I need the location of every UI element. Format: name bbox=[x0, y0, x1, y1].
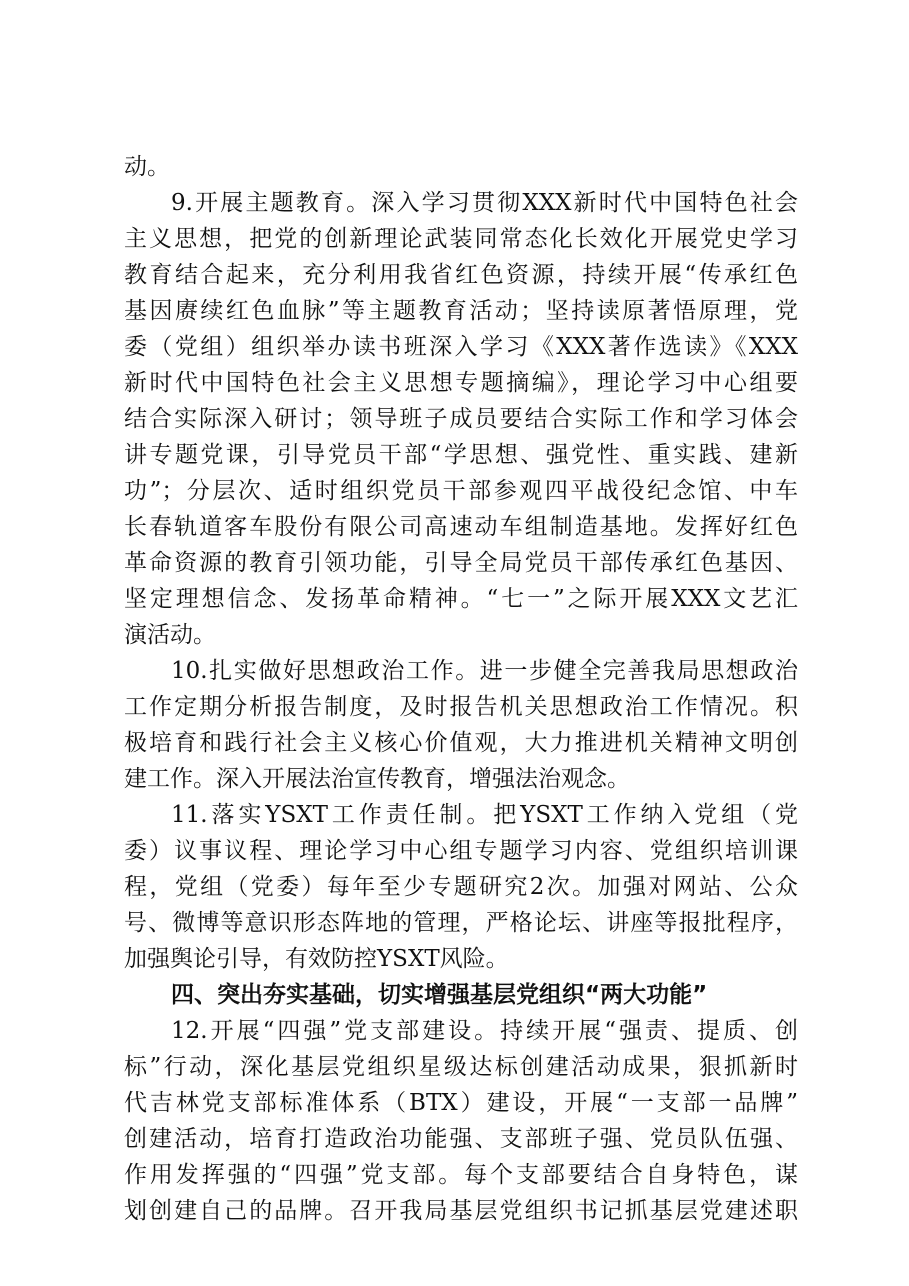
text-line: 工作定期分析报告制度，及时报告机关思想政治工作情况。积 bbox=[124, 694, 798, 720]
text-line: 结合实际深入研讨；领导班子成员要结合实际工作和学习体会 bbox=[124, 406, 798, 432]
text-line: 委（党组）组织举办读书班深入学习《XXX著作选读》《XXX bbox=[124, 334, 798, 360]
section-heading: 四、突出夯实基础，切实增强基层党组织“两大功能” bbox=[171, 982, 708, 1008]
text-line: 讲专题党课，引导党员干部“学思想、强党性、重实践、建新 bbox=[124, 442, 798, 468]
text-line: 作用发挥强的“四强”党支部。每个支部要结合自身特色，谋 bbox=[124, 1162, 798, 1188]
paragraph-9-title-line: 9.开展主题教育。深入学习贯彻XXX新时代中国特色社会 bbox=[171, 190, 798, 216]
paragraph-11-title-line: 11.落实YSXT工作责任制。把YSXT工作纳入党组（党 bbox=[171, 802, 798, 828]
text-line: 加强舆论引导，有效防控YSXT风险。 bbox=[124, 946, 509, 972]
text-line: 标”行动，深化基层党组织星级达标创建活动成果，狠抓新时 bbox=[124, 1054, 798, 1080]
text-line: 委）议事议程、理论学习中心组专题学习内容、党组织培训课 bbox=[124, 838, 798, 864]
paragraph-10-title-line: 10.扎实做好思想政治工作。进一步健全完善我局思想政治 bbox=[171, 658, 798, 684]
text-line: 主义思想，把党的创新理论武装同常态化长效化开展党史学习 bbox=[124, 226, 798, 252]
text-line: 演活动。 bbox=[124, 622, 216, 648]
text-line: 划创建自己的品牌。召开我局基层党组织书记抓基层党建述职 bbox=[124, 1198, 798, 1224]
text-line: 新时代中国特色社会主义思想专题摘编》，理论学习中心组要 bbox=[124, 370, 798, 396]
paragraph-12-title-line: 12.开展“四强”党支部建设。持续开展“强责、提质、创 bbox=[171, 1018, 798, 1044]
text-line: 坚定理想信念、发扬革命精神。“七一”之际开展XXX文艺汇 bbox=[124, 586, 798, 612]
text-line: 建工作。深入开展法治宣传教育，增强法治观念。 bbox=[124, 766, 630, 792]
text-line: 动。 bbox=[124, 154, 170, 180]
text-line: 长春轨道客车股份有限公司高速动车组制造基地。发挥好红色 bbox=[124, 514, 798, 540]
text-line: 功”；分层次、适时组织党员干部参观四平战役纪念馆、中车 bbox=[124, 478, 798, 504]
text-line: 教育结合起来，充分利用我省红色资源，持续开展“传承红色 bbox=[124, 262, 798, 288]
text-line: 号、微博等意识形态阵地的管理，严格论坛、讲座等报批程序， bbox=[124, 910, 798, 936]
text-line: 代吉林党支部标准体系（BTX）建设，开展“一支部一品牌” bbox=[124, 1090, 798, 1116]
text-line: 革命资源的教育引领功能，引导全局党员干部传承红色基因、 bbox=[124, 550, 798, 576]
text-line: 基因赓续红色血脉”等主题教育活动；坚持读原著悟原理，党 bbox=[124, 298, 798, 324]
text-line: 创建活动，培育打造政治功能强、支部班子强、党员队伍强、 bbox=[124, 1126, 798, 1152]
text-line: 程，党组（党委）每年至少专题研究2次。加强对网站、公众 bbox=[124, 874, 798, 900]
text-line: 极培育和践行社会主义核心价值观，大力推进机关精神文明创 bbox=[124, 730, 798, 756]
